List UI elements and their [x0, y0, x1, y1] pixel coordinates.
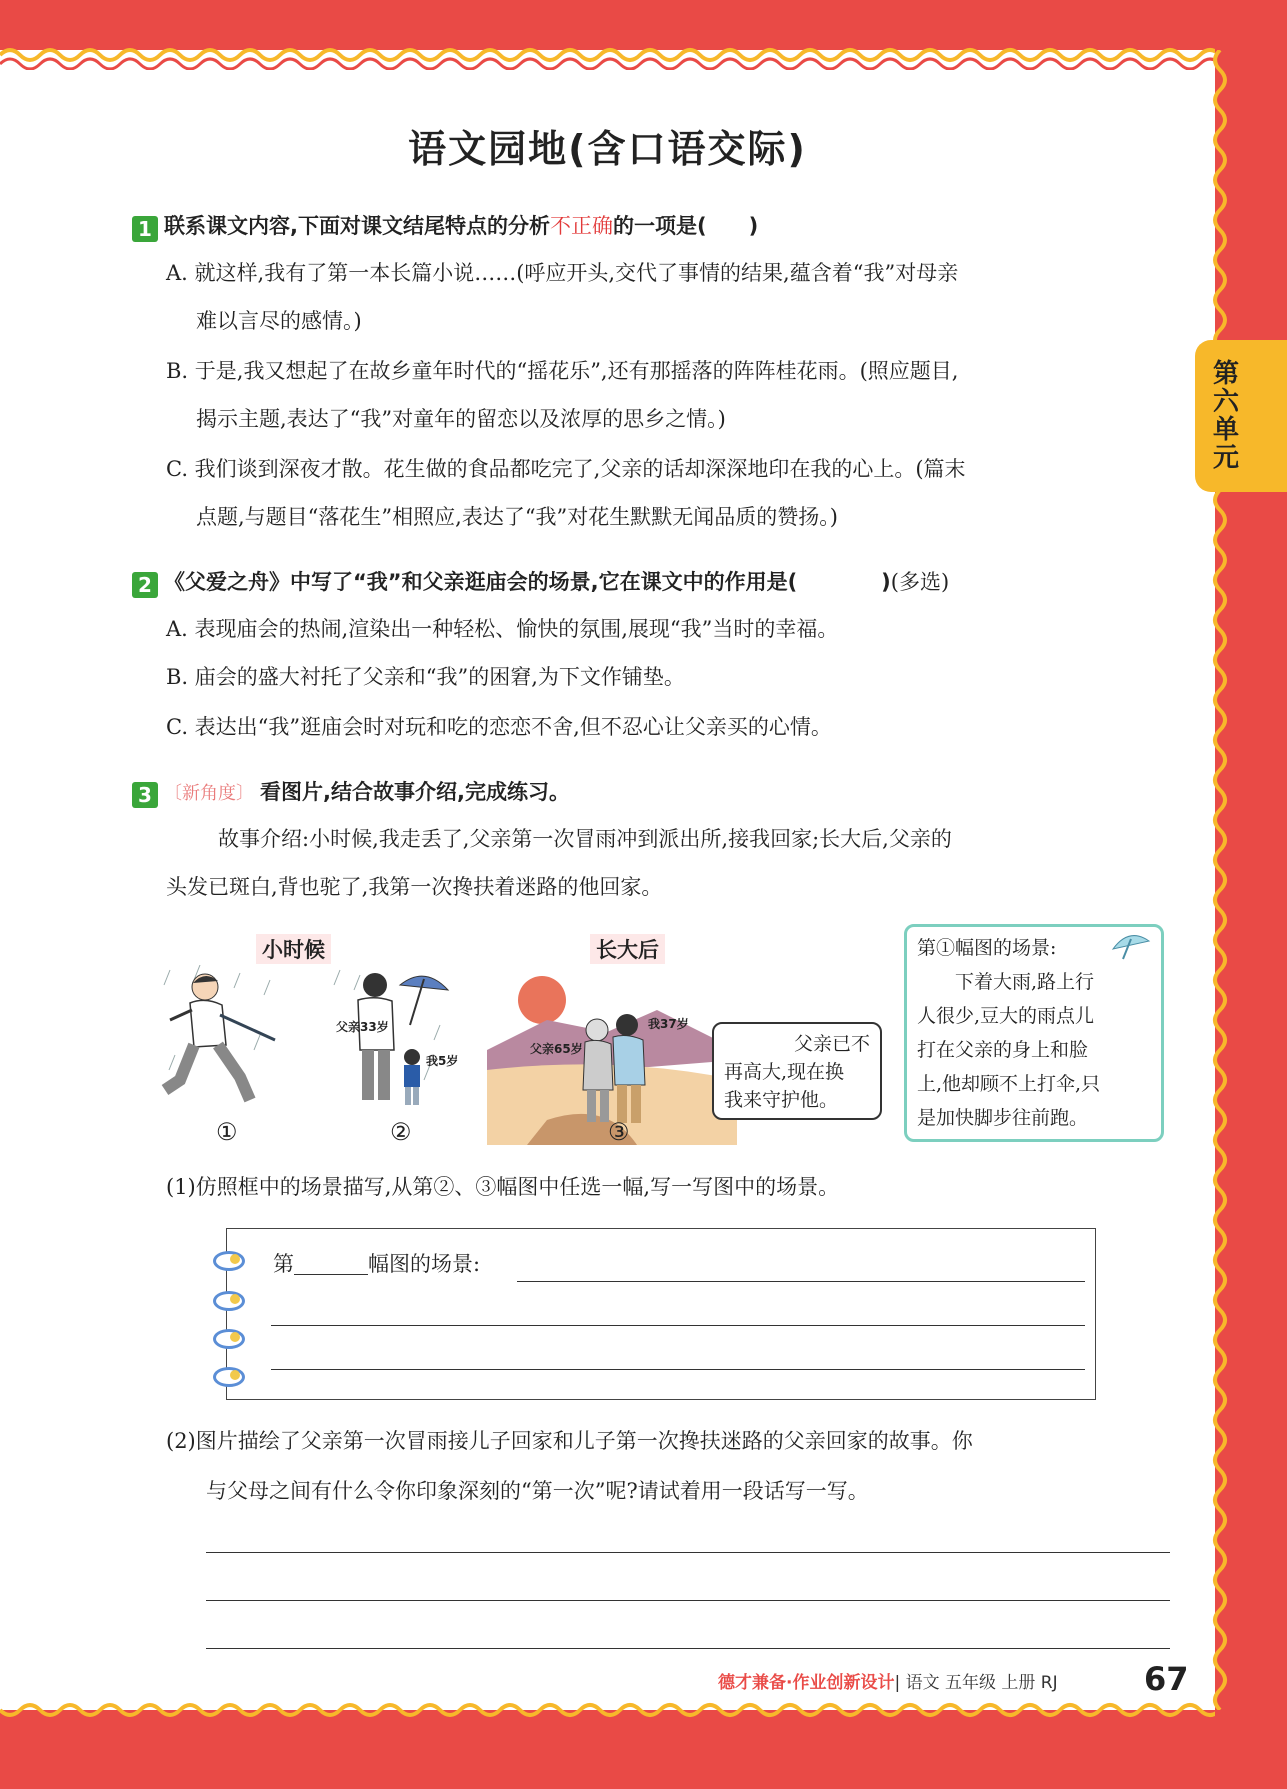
- page-title: 语文园地(含口语交际): [408, 127, 807, 171]
- caption-grown-up: 长大后: [590, 934, 665, 964]
- q1-option-a-line2: 难以言尽的感情。): [196, 309, 362, 333]
- answer-line[interactable]: [271, 1325, 1085, 1326]
- unit-side-tab[interactable]: [1195, 340, 1287, 492]
- unit-label: 第六单元: [1213, 359, 1240, 473]
- q2-option-b[interactable]: B. 庙会的盛大衬托了父亲和“我”的困窘,为下文作铺垫。: [166, 665, 685, 689]
- right-wave-border: [1205, 50, 1235, 1710]
- umbrella-icon: [1109, 931, 1153, 961]
- q2-option-c[interactable]: C. 表达出“我”逛庙会时对玩和吃的恋恋不舍,但不忍心让父亲买的心情。: [166, 715, 832, 739]
- story-intro-line2: 头发已斑白,背也驼了,我第一次搀扶着迷路的他回家。: [166, 875, 663, 899]
- footer: [718, 1668, 1058, 1693]
- answer-line[interactable]: [517, 1281, 1085, 1282]
- speech-bubble: 父亲已不 再高大,现在换 我来守护他。: [712, 1022, 882, 1120]
- emphasis-incorrect: 不正确: [549, 214, 613, 238]
- picture-2-marker: ②: [390, 1118, 412, 1146]
- q1-option-c-line1[interactable]: C. 我们谈到深夜才散。花生做的食品都吃完了,父亲的话却深深地印在我的心上。(篇末: [166, 457, 966, 481]
- q1-option-c-line2: 点题,与题目“落花生”相照应,表达了“我”对花生默默无闻品质的赞扬。): [196, 505, 838, 529]
- label-father-33: 父亲33岁: [336, 1020, 389, 1034]
- question-1-number: 1: [132, 216, 158, 242]
- sample-scene-title: 第①幅图的场景:: [917, 937, 1057, 959]
- sample-scene-box: 第①幅图的场景: 下着大雨,路上行 人很少,豆大的雨点儿 打在父亲的身上和脸 上,他却顾不上打伞,只 是加快脚步往前跑。: [904, 924, 1164, 1142]
- question-2-number: 2: [132, 572, 158, 598]
- caption-childhood: 小时候: [256, 934, 331, 964]
- bottom-wave-border: [0, 1700, 1215, 1730]
- sub-question-1: (1)仿照框中的场景描写,从第②、③幅图中任选一幅,写一写图中的场景。: [166, 1175, 840, 1199]
- spiral-ring: [213, 1367, 245, 1387]
- q1-option-b-line1[interactable]: B. 于是,我又想起了在故乡童年时代的“摇花乐”,还有那摇落的阵阵桂花雨。(照应题目,: [166, 359, 959, 383]
- picture-3-marker: ③: [608, 1118, 630, 1146]
- q2-option-a[interactable]: A. 表现庙会的热闹,渲染出一种轻松、愉快的氛围,展现“我”当时的幸福。: [166, 617, 839, 641]
- label-me-37: 我37岁: [648, 1017, 689, 1031]
- sub-question-2-line1: (2)图片描绘了父亲第一次冒雨接儿子回家和儿子第一次搀扶迷路的父亲回家的故事。你: [166, 1429, 973, 1453]
- answer-line[interactable]: [206, 1552, 1170, 1553]
- answer-line[interactable]: [271, 1369, 1085, 1370]
- top-wave-border: [0, 40, 1215, 70]
- spiral-ring: [213, 1329, 245, 1349]
- question-1-stem: 1 联系课文内容,下面对课文结尾特点的分析不正确的一项是( ): [132, 210, 758, 242]
- story-intro-line1: 故事介绍:小时候,我走丢了,父亲第一次冒雨冲到派出所,接我回家;长大后,父亲的: [218, 827, 952, 851]
- footer-book-info: | 语文 五年级 上册 RJ: [894, 1673, 1058, 1693]
- label-me-5: 我5岁: [426, 1054, 459, 1068]
- notebook-prompt: 第 幅图的场景:: [273, 1252, 481, 1276]
- page-number: 67: [1144, 1660, 1189, 1698]
- q1-option-a-line1[interactable]: A. 就这样,我有了第一本长篇小说……(呼应开头,交代了事情的结果,蕴含着“我”对母亲: [166, 261, 959, 285]
- new-angle-tag: 〔新角度〕: [164, 783, 254, 804]
- picture-1-father-running-in-rain: [160, 965, 285, 1115]
- notebook-answer-area: [226, 1228, 1096, 1400]
- picture-number-blank[interactable]: [294, 1252, 368, 1275]
- spiral-ring: [213, 1251, 245, 1271]
- label-father-65: 父亲65岁: [530, 1042, 583, 1056]
- answer-line[interactable]: [206, 1600, 1170, 1601]
- question-3-number: 3: [132, 782, 158, 808]
- q1-option-b-line2: 揭示主题,表达了“我”对童年的留恋以及浓厚的思乡之情。): [196, 407, 726, 431]
- spiral-ring: [213, 1291, 245, 1311]
- answer-line[interactable]: [206, 1648, 1170, 1649]
- footer-brand: 德才兼备·作业创新设计: [718, 1673, 895, 1693]
- sub-question-2-line2: 与父母之间有什么令你印象深刻的“第一次”呢?请试着用一段话写一写。: [206, 1479, 869, 1503]
- question-2-stem: 2 《父爱之舟》中写了“我”和父亲逛庙会的场景,它在课文中的作用是( )(多选): [132, 566, 949, 598]
- picture-1-marker: ①: [216, 1118, 238, 1146]
- picture-2-father-umbrella: [330, 965, 455, 1115]
- multi-select-note: (多选): [890, 570, 950, 594]
- question-3-stem: 3 〔新角度〕 看图片,结合故事介绍,完成练习。: [132, 776, 570, 808]
